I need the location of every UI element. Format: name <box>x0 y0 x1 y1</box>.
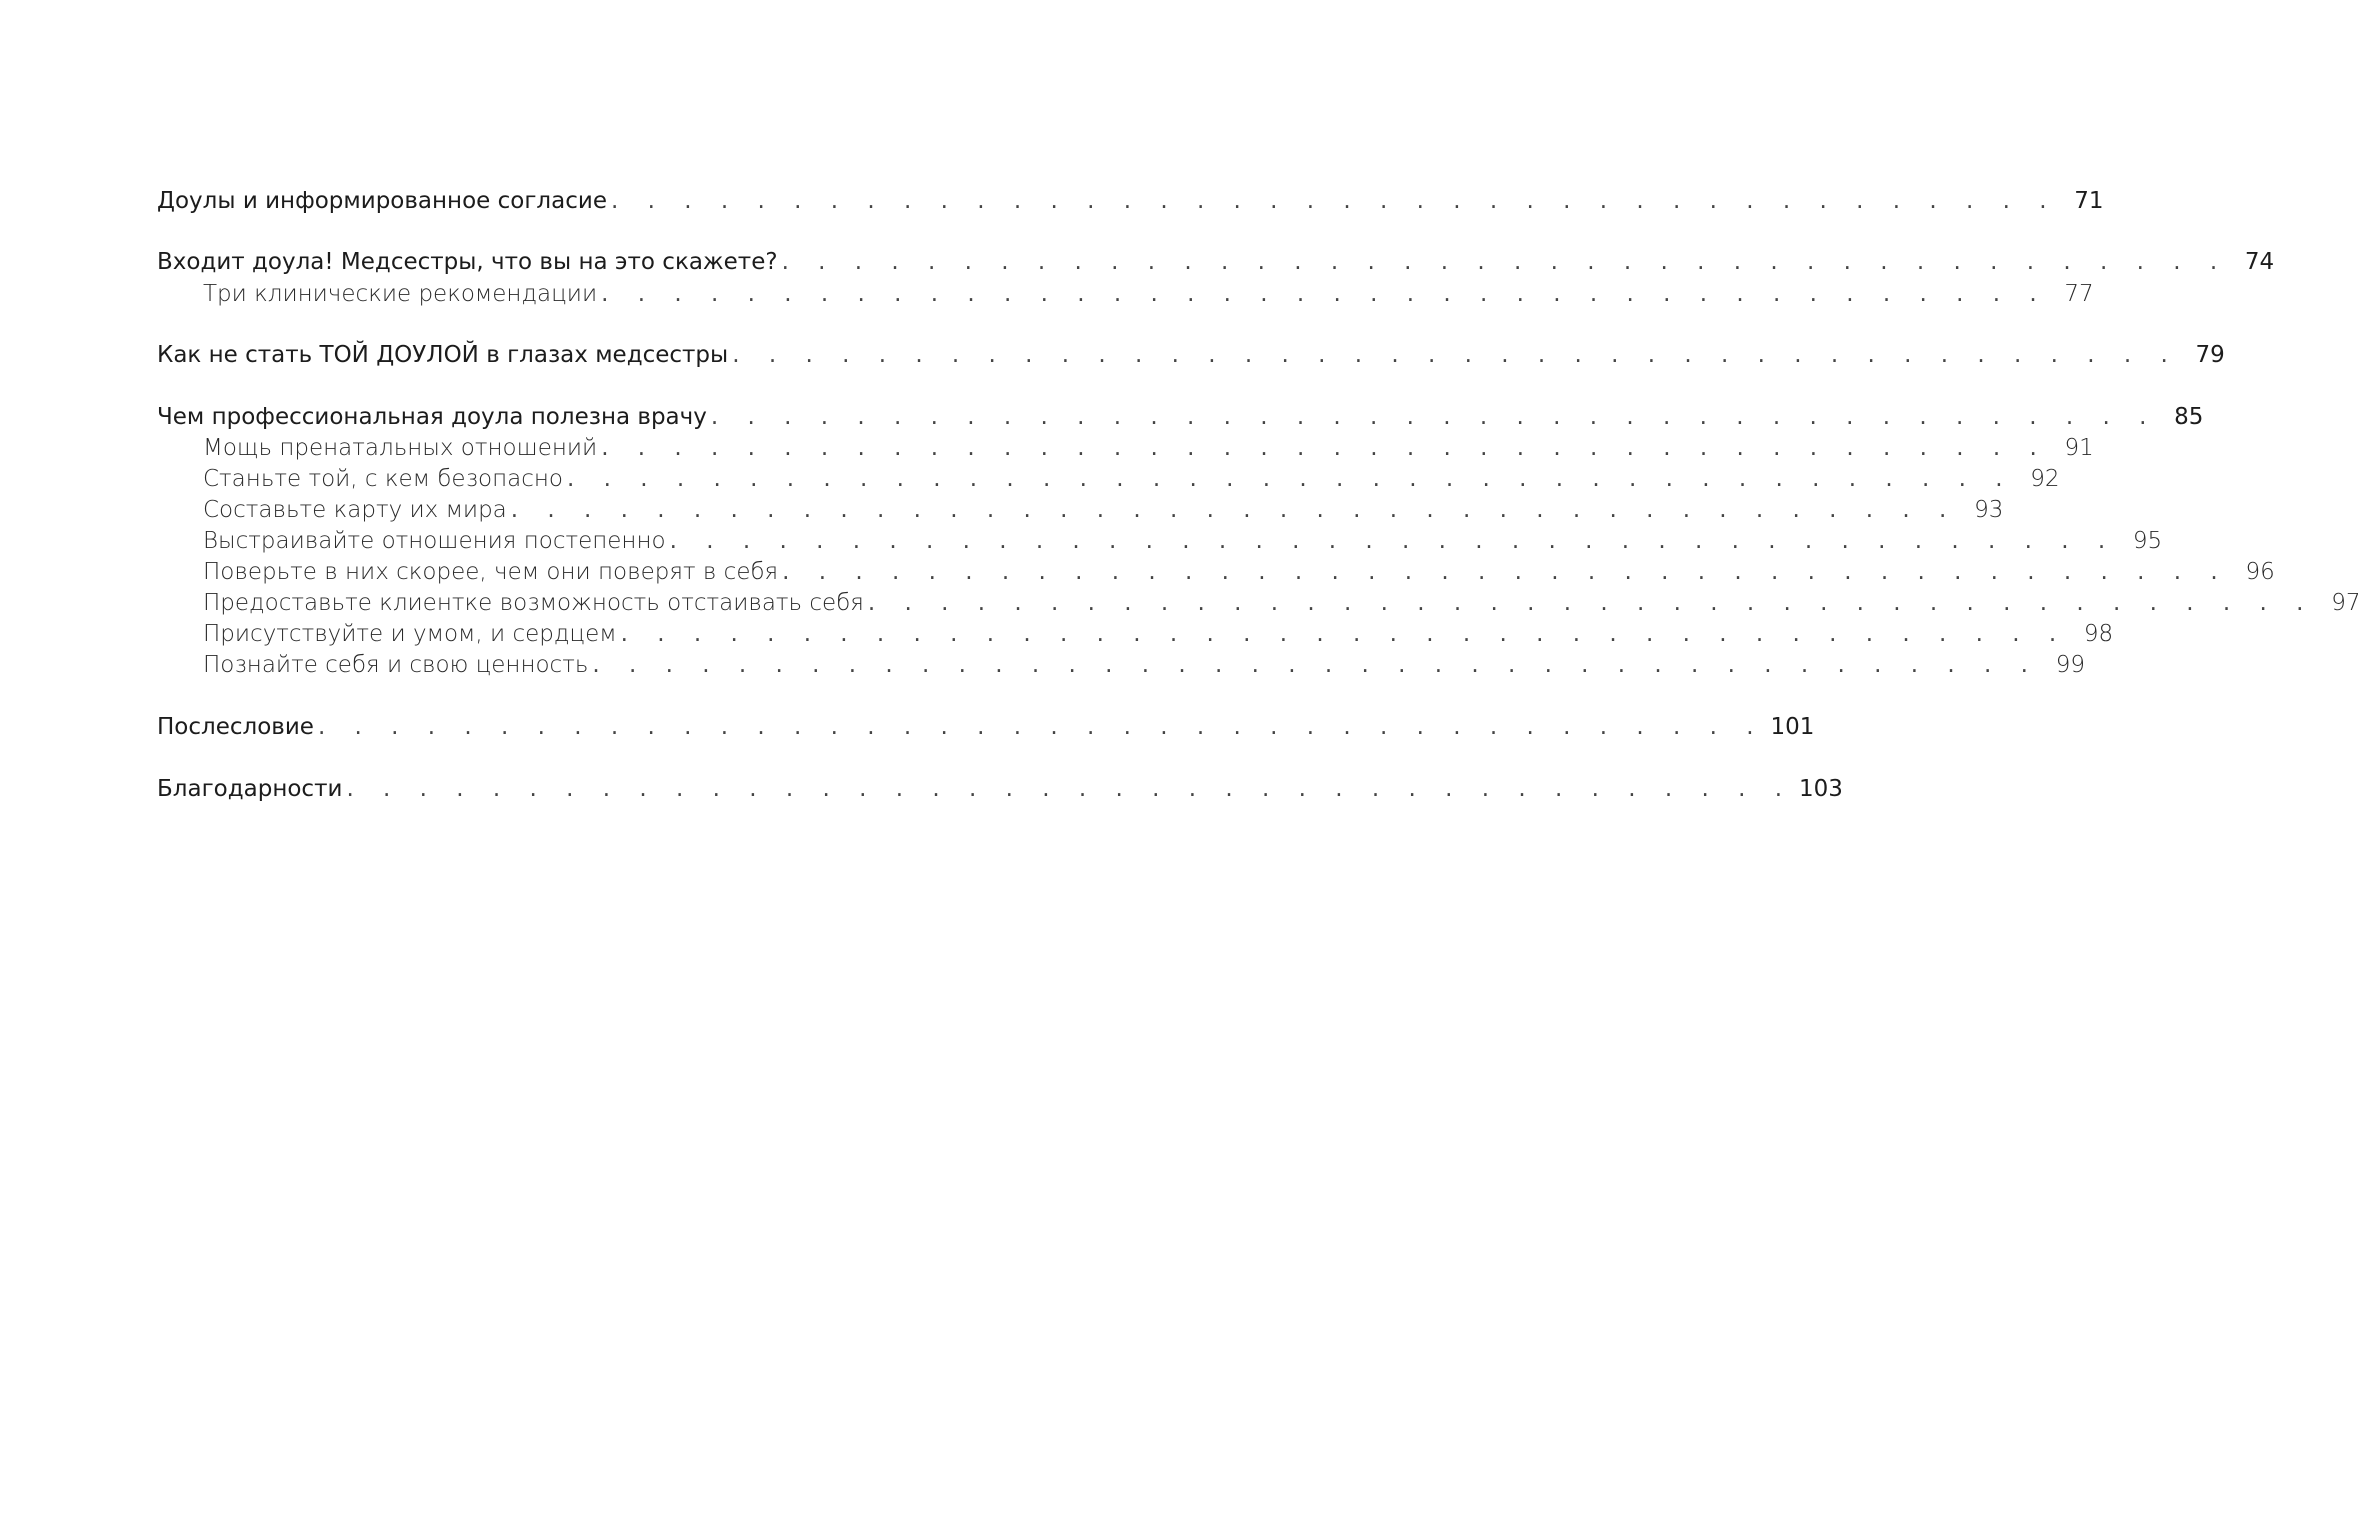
toc-entry-map-their-world <box>203 497 2004 529</box>
toc-entry-title: Предоставьте клиентке возможность отстаивать себя <box>203 590 864 616</box>
dot-leader: . . . . . . . . . . . . . . . . . . . . . . . . . . . . . . . . . . . . . . . . <box>610 188 2058 214</box>
toc-entry-title: Три клинические рекомендации <box>203 281 598 307</box>
toc-entry-page: 79 <box>2195 342 2225 368</box>
toc-entry-page: 92 <box>2030 466 2060 492</box>
toc-entry-useful-to-doctor <box>157 404 2204 436</box>
dot-leader: . . . . . . . . . . . . . . . . . . . . . . . . . . . . . . . . . . . . . . . . <box>710 404 2158 430</box>
dot-leader: . . . . . . . . . . . . . . . . . . . . . . . . . . . . . . . . . . . . . . . . <box>510 497 1958 523</box>
toc-entry-believe-in-them <box>203 559 2275 591</box>
toc-entry-mind-and-heart <box>203 621 2114 653</box>
toc-entry-page: 93 <box>1974 497 2004 523</box>
dot-leader: . . . . . . . . . . . . . . . . . . . . . . . . . . . . . . . . . . . . . . . . <box>601 281 2048 307</box>
toc-entry-afterword <box>157 714 1815 746</box>
toc-entry-self-advocacy <box>203 590 2360 622</box>
toc-entry-be-safe <box>203 466 2060 498</box>
toc-entry-title: Составьте карту их мира <box>203 497 507 523</box>
toc-entry-prenatal-relations <box>203 435 2094 467</box>
toc-entry-page: 85 <box>2174 404 2204 430</box>
dot-leader: . . . . . . . . . . . . . . . . . . . . . . . . . . . . . . . . . . . . . . . . <box>566 466 2014 492</box>
dot-leader: . . . . . . . . . . . . . . . . . . . . . . . . . . . . . . . . . . . . . . . . <box>592 652 2039 678</box>
toc-entry-title: Мощь пренатальных отношений <box>203 435 598 461</box>
toc-entry-page: 101 <box>1770 714 1815 740</box>
toc-entry-page: 95 <box>2132 528 2163 554</box>
dot-leader: . . . . . . . . . . . . . . . . . . . . . . . . . . . . . . . . . . . . . . . . <box>346 776 1794 802</box>
toc-entry-page: 103 <box>1799 776 1843 802</box>
toc-entry-informed-consent <box>157 188 2104 220</box>
toc-entry-title: Выстраивайте отношения постепенно <box>203 528 666 554</box>
toc-entry-not-that-doula <box>157 342 2225 374</box>
dot-leader: . . . . . . . . . . . . . . . . . . . . . . . . . . . . . . . . . . . . . . . . <box>620 621 2068 647</box>
toc-entry-clinical-recommendations <box>203 281 2094 313</box>
toc-entry-page: 97 <box>2331 590 2360 616</box>
toc-entry-title: Поверьте в них скорее, чем они поверят в себя <box>203 559 779 585</box>
dot-leader: . . . . . . . . . . . . . . . . . . . . . . . . . . . . . . . . . . . . . . . . <box>867 590 2315 616</box>
toc-entry-build-relations <box>203 528 2163 560</box>
toc-entry-doula-enters <box>157 249 2275 281</box>
toc-entry-title: Доулы и информированное согласие <box>157 188 607 214</box>
toc-entry-title: Познайте себя и свою ценность <box>203 652 589 678</box>
toc-entry-title: Послесловие <box>157 714 314 740</box>
toc-entry-page: 96 <box>2245 559 2275 585</box>
toc-entry-title: Присутствуйте и умом, и сердцем <box>203 621 617 647</box>
dot-leader: . . . . . . . . . . . . . . . . . . . . . . . . . . . . . . . . . . . . . . . . <box>782 559 2229 585</box>
toc-entry-page: 98 <box>2083 621 2114 647</box>
dot-leader: . . . . . . . . . . . . . . . . . . . . . . . . . . . . . . . . . . . . . . . . <box>732 342 2179 368</box>
toc-entry-title: Входит доула! Медсестры, что вы на это скажете? <box>157 249 778 275</box>
toc-entry-page: 71 <box>2074 188 2104 214</box>
dot-leader: . . . . . . . . . . . . . . . . . . . . . . . . . . . . . . . . . . . . . . . . <box>781 249 2229 275</box>
toc-entry-page: 99 <box>2055 652 2085 678</box>
toc-entry-title: Благодарности <box>157 776 343 802</box>
toc-entry-title: Как не стать ТОЙ ДОУЛОЙ в глазах медсестры <box>157 342 729 368</box>
toc-entry-title: Чем профессиональная доула полезна врачу <box>157 404 707 430</box>
toc-entry-page: 74 <box>2244 249 2275 275</box>
dot-leader: . . . . . . . . . . . . . . . . . . . . . . . . . . . . . . . . . . . . . . . . <box>669 528 2117 554</box>
dot-leader: . . . . . . . . . . . . . . . . . . . . . . . . . . . . . . . . . . . . . . . . <box>317 714 1765 740</box>
toc-entry-acknowledgements <box>157 776 1843 808</box>
toc-entry-page: 91 <box>2064 435 2094 461</box>
toc-entry-page: 77 <box>2064 281 2094 307</box>
dot-leader: . . . . . . . . . . . . . . . . . . . . . . . . . . . . . . . . . . . . . . . . <box>601 435 2048 461</box>
toc-entry-know-yourself <box>203 652 2085 684</box>
toc-entry-title: Станьте той, с кем безопасно <box>203 466 563 492</box>
